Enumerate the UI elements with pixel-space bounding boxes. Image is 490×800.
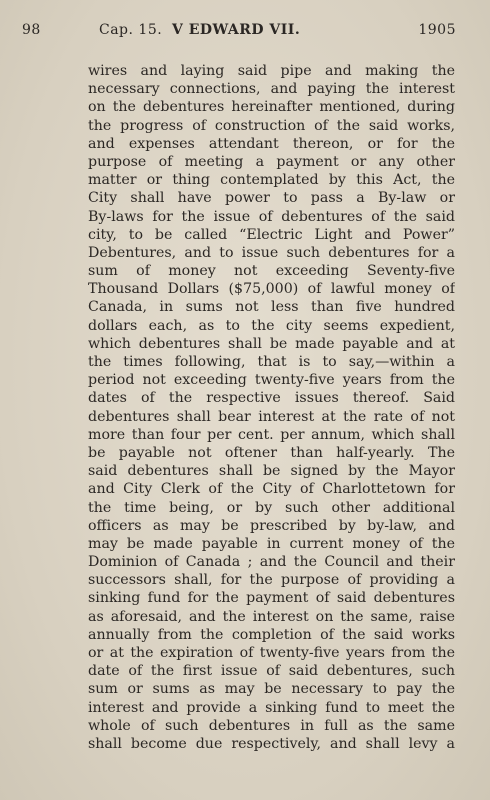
text-line: and City Clerk of the City of Charlottetown for: [88, 481, 455, 498]
text-line: may be made payable in current money of the: [88, 535, 455, 552]
text-line: or at the expiration of twenty-five years from the: [88, 645, 455, 661]
running-head: [22, 22, 456, 42]
text-line: interest and provide a sinking fund to meet the: [88, 699, 455, 716]
text-line: the times following, that is to say,—within a: [88, 354, 455, 370]
text-line: purpose of meeting a payment or any other: [88, 153, 455, 170]
text-line: dollars each, as to the city seems expedient,: [88, 317, 455, 334]
text-line: officers as may be prescribed by by-law, and: [88, 517, 455, 534]
text-line: and expenses attendant thereon, or for the: [88, 135, 455, 152]
text-line: said debentures shall be signed by the Mayor: [88, 463, 455, 480]
text-line: be payable not oftener than half-yearly. The: [88, 444, 455, 461]
text-line: debentures shall bear interest at the rate of not: [88, 408, 455, 425]
text-line: date of the first issue of said debentures, such: [88, 663, 455, 680]
text-line: sum of money not exceeding Seventy-five: [88, 263, 455, 280]
text-line: shall become due respectively, and shall levy a: [88, 735, 455, 752]
text-line: city, to be called “Electric Light and Power”: [88, 226, 455, 243]
text-line: dates of the respective issues thereof. Said: [88, 390, 455, 407]
text-line: which debentures shall be made payable and at: [88, 335, 455, 352]
chapter-reference: Cap. 15.: [99, 22, 163, 38]
text-line: the time being, or by such other additional: [88, 499, 455, 516]
text-line: Dominion of Canada ; and the Council and their: [88, 554, 455, 571]
text-line: Canada, in sums not less than five hundred: [88, 299, 455, 316]
text-line: sinking fund for the payment of said debentures: [88, 590, 455, 607]
text-line: sum or sums as may be necessary to pay the: [88, 681, 455, 698]
text-line: City shall have power to pass a By-law or: [88, 190, 455, 207]
text-line: the progress of construction of the said works,: [88, 117, 455, 134]
reign-title: V EDWARD VII.: [172, 22, 301, 38]
body-text: [88, 62, 455, 753]
text-line: Thousand Dollars ($75,000) of lawful money of: [88, 281, 455, 298]
text-line: as aforesaid, and the interest on the same, raise: [88, 608, 455, 625]
text-line: necessary connections, and paying the interest: [88, 81, 455, 98]
page-number: 98: [22, 22, 41, 38]
text-line: wires and laying said pipe and making the: [88, 63, 455, 79]
text-line: successors shall, for the purpose of providing a: [88, 572, 455, 589]
year: 1905: [418, 22, 456, 38]
text-line: period not exceeding twenty-five years from the: [88, 372, 455, 389]
text-line: matter or thing contemplated by this Act, the: [88, 172, 455, 189]
text-line: Debentures, and to issue such debentures for a: [88, 244, 455, 261]
text-line: whole of such debentures in full as the same: [88, 717, 455, 734]
text-line: annually from the completion of the said works: [88, 626, 455, 643]
text-line: on the debentures hereinafter mentioned, during: [88, 99, 455, 116]
text-line: By-laws for the issue of debentures of the said: [88, 208, 455, 225]
text-line: more than four per cent. per annum, which shall: [88, 426, 455, 443]
